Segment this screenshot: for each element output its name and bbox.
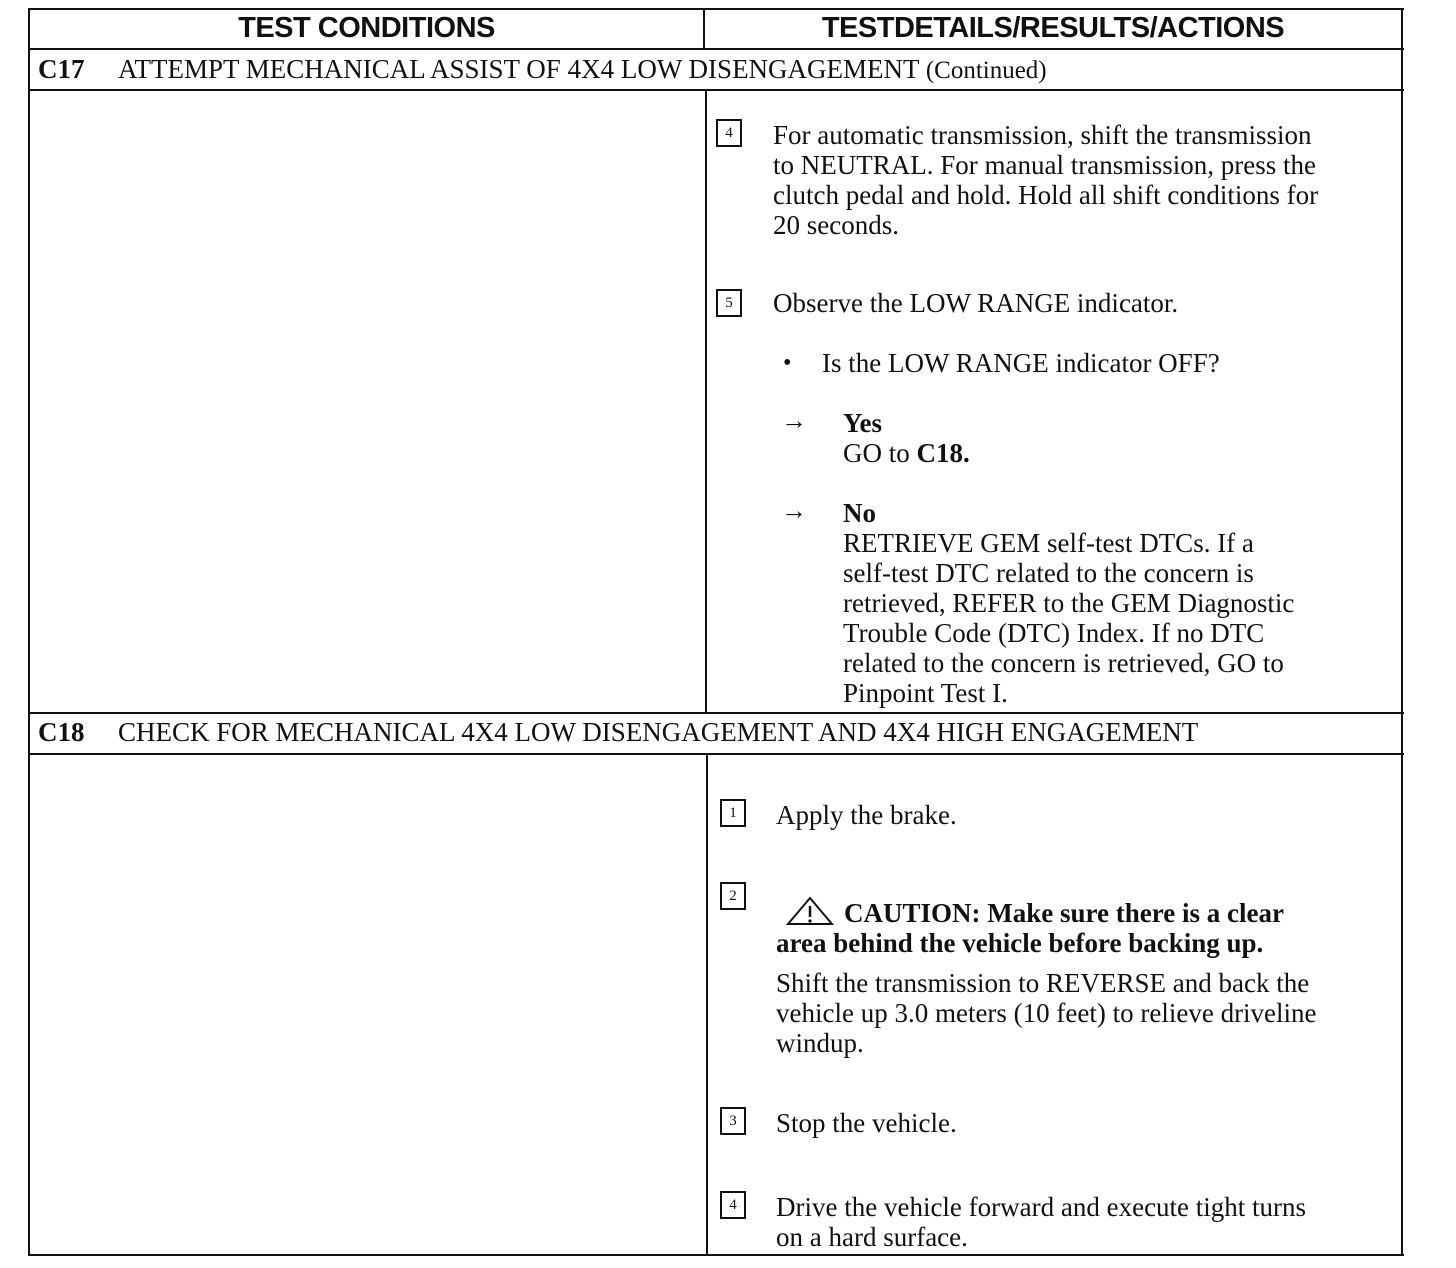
c17-step4-line-2: to NEUTRAL. For manual transmission, press the [773,150,1316,180]
c17-step5-number: 5 [716,289,742,317]
c17-step5-question: Is the LOW RANGE indicator OFF? [822,348,1220,378]
c17-yes-block [843,408,970,468]
c18-step4-line-2: on a hard surface. [776,1222,968,1252]
c17-no-line-1: RETRIEVE GEM self-test DTCs. If a [843,528,1254,558]
c17-yes-action-prefix: GO to [843,438,917,468]
c17-no-line-2: self-test DTC related to the concern is [843,558,1254,588]
bullet-icon: • [783,350,792,376]
table-border-bottom [28,1254,1404,1256]
c18-step2-line-3: windup. [776,1028,864,1058]
c17-no-line-4: Trouble Code (DTC) Index. If no DTC [843,618,1265,648]
c17-no-line-5: related to the concern is retrieved, GO to [843,648,1284,678]
c18-title: CHECK FOR MECHANICAL 4X4 LOW DISENGAGEMENT AND 4X4 HIGH ENGAGEMENT [118,717,1199,747]
c17-continued: (Continued) [925,57,1047,84]
c17-step4-text [773,120,1318,240]
c18-step1-text: Apply the brake. [776,800,957,830]
c17-column-divider [705,90,707,714]
c17-step5-text: Observe the LOW RANGE indicator. [773,288,1179,318]
c18-title-divider [28,753,1404,755]
c18-step4-text [776,1192,1306,1252]
c18-step3-text: Stop the vehicle. [776,1108,957,1138]
c18-caution-line-2: area behind the vehicle before backing up. [776,928,1264,958]
c18-step1-number: 1 [720,799,746,827]
c17-title: ATTEMPT MECHANICAL ASSIST OF 4X4 LOW DISENGAGEMENT [118,54,920,84]
c18-step3-number: 3 [720,1107,746,1135]
c18-step2-text [776,968,1317,1058]
header-test-conditions: TEST CONDITIONS [238,11,495,44]
c18-step4-number: 4 [720,1191,746,1219]
c17-title-row [38,54,1047,85]
c17-no-line-6: Pinpoint Test I. [843,678,1008,708]
c17-title-divider [28,89,1404,91]
c17-step4-line-4: 20 seconds. [773,210,899,240]
table-border-left [28,8,30,1256]
c18-step2-line-2: vehicle up 3.0 meters (10 feet) to relieve driveline [776,998,1317,1028]
c17-yes-label: Yes [843,408,882,438]
header-test-details: TESTDETAILS/RESULTS/ACTIONS [821,11,1285,44]
c18-title-top-divider [28,712,1404,714]
c17-step4-number: 4 [716,119,742,147]
arrow-right-icon: → [781,496,807,525]
c18-caution-line-1 [776,896,1284,928]
c18-caution-text-1: CAUTION: Make sure there is a clear [844,898,1284,928]
c18-id: C18 [38,717,85,747]
c17-yes-action-target: C18. [916,438,970,468]
c17-no-line-3: retrieved, REFER to the GEM Diagnostic [843,588,1295,618]
c18-title-row [38,717,1198,748]
c17-step4-line-3: clutch pedal and hold. Hold all shift conditions for [773,180,1319,210]
c18-step2-line-1: Shift the transmission to REVERSE and back the [776,968,1310,998]
c17-no-label: No [843,498,876,528]
warning-triangle-icon [786,896,834,926]
c18-step2-number: 2 [720,882,746,910]
table-border-right [1401,8,1403,1256]
c18-step2-caution [776,896,1284,958]
c17-no-block [843,498,1294,708]
header-divider [28,48,1404,50]
c17-yes-action [843,438,970,468]
c18-step4-line-1: Drive the vehicle forward and execute tight turns [776,1192,1307,1222]
c17-id: C17 [38,54,85,84]
c18-column-divider [706,754,708,1256]
arrow-right-icon: → [781,406,807,435]
c17-step4-line-1: For automatic transmission, shift the transmission [773,120,1312,150]
